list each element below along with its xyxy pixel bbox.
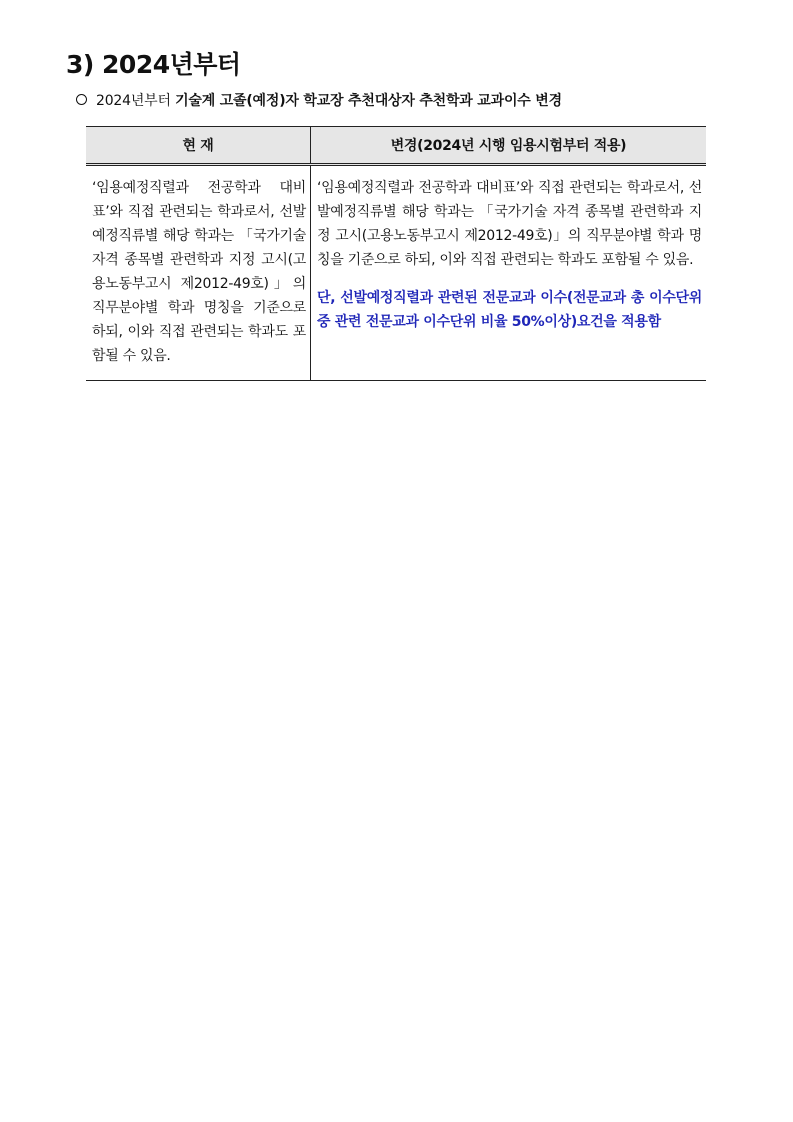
comparison-table [86, 126, 706, 381]
table-header-row [86, 127, 706, 165]
header-changed: 변경(2024년 시행 임용시험부터 적용) [311, 127, 707, 165]
section-title: 3) 2024년부터 [66, 50, 241, 79]
table-row [86, 165, 706, 381]
bullet-line [76, 90, 562, 112]
cell-current [86, 165, 311, 381]
cell-changed [311, 165, 707, 381]
header-current: 현 재 [86, 127, 311, 165]
circle-bullet-icon [76, 94, 87, 105]
changed-text: ‘임용예정직렬과 전공학과 대비표’와 직접 관련되는 학과로서, 선발예정직류별 해당 학과는 「국가기술 자격 종목별 관련학과 지정 고시(고용노동부고시 제2012-49호)」의 직무분야별 학과 명칭을 기준으로 하되, 이와 직접 관련되는 학과도 포함될 수 있음. [317, 180, 702, 268]
bullet-bold-text: 기술계 고졸(예정)자 학교장 추천대상자 추천학과 교과이수 변경 [175, 93, 562, 109]
changed-note: 단, 선발예정직렬과 관련된 전문교과 이수(전문교과 총 이수단위 중 관련 전문교과 이수단위 비율 50%이상)요건을 적용함 [317, 290, 702, 330]
current-text: ‘임용예정직렬과 전공학과 대비표’와 직접 관련되는 학과로서, 선발예정직류별 해당 학과는 「국가기술 자격 종목별 관련학과 지정 고시(고용노동부고시 제2012-49호)」의 직무분야별 학과 명칭을 기준으로 하되, 이와 직접 관련되는 학과도 포함될 수 있음. [92, 180, 306, 364]
bullet-prefix: 2024년부터 [96, 93, 176, 109]
